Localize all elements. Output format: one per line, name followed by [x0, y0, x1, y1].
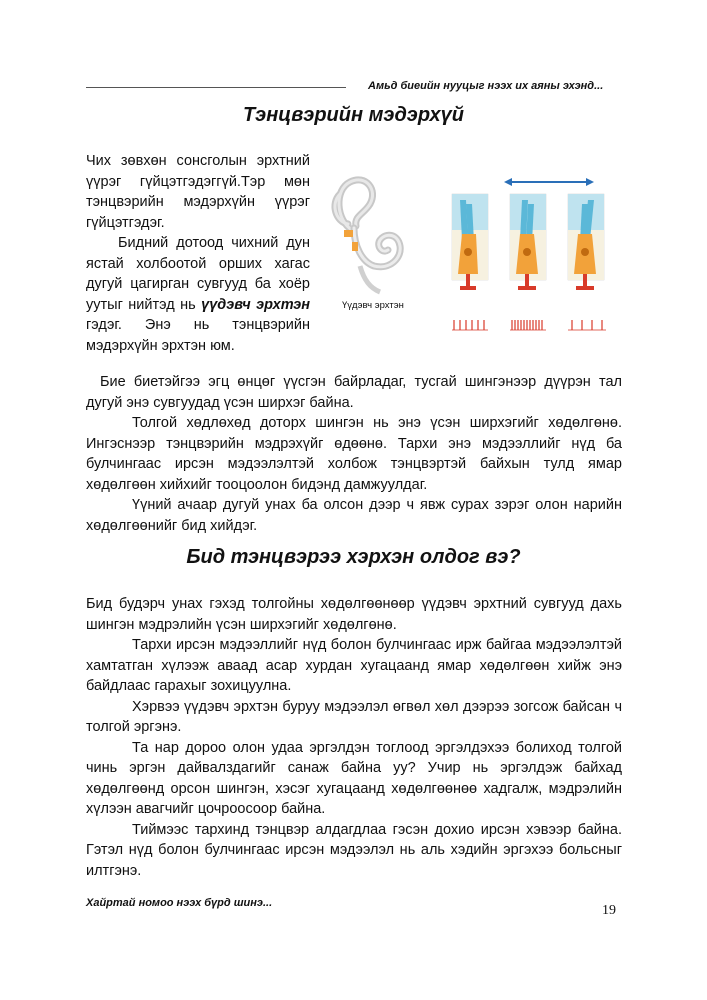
body-paragraph-1: Бие биетэйгээ эгц өнцөг үүсгэн байрладаг, тусгай шингэнээр дүүрэн тал дугуй энэ сувгуудад үсэн ширхэг байна. — [86, 374, 622, 411]
section-title-how: Бид тэнцвэрээ хэрхэн олдог вэ? — [186, 546, 521, 568]
footer-slogan: Хайртай номоо нээх бүрд шинэ... — [86, 897, 273, 909]
intro-paragraph-1: Чих зөвхөн сонсголын эрхтний үүрэг гүйцэтгэдэггүй.Тэр мөн тэнцвэрийн мэдэрхүйн үүрэг гүйцэтгэдэг. — [86, 153, 310, 231]
hair-cells-illustration — [448, 170, 613, 335]
how-paragraph-3: Хэрвээ үүдэвч эрхтэн буруу мэдээлэл өгвөл хөл дээрээ зогсож байсан ч толгой эргэнэ. — [86, 698, 622, 735]
body-paragraph-3: Үүний ачаар дугуй унах ба олсон дээр ч явж сурах зэрэг олон нарийн хөдөлгөөнийг бид хийдэг. — [86, 497, 622, 534]
intro-column — [86, 151, 310, 356]
vestibular-term: үүдэвч эрхтэн — [201, 296, 310, 313]
running-header: Амьд биеийн нууцыг нээх их аяны эхэнд... — [368, 80, 604, 92]
section1-body — [86, 372, 622, 536]
section2-body — [86, 594, 622, 881]
intro-paragraph-2-start: Бидний дотоод чихний дун ястай холбоотой орших хагас дугуй цагирган сувгууд ба хоёр уутыг нийтэд нь — [86, 235, 310, 313]
section-title-balance: Тэнцвэрийн мэдэрхүй — [242, 104, 465, 126]
intro-paragraph-2 — [86, 233, 310, 356]
body-paragraph-2: Толгой хөдлөхөд доторх шингэн нь энэ үсэн ширхэгийг хөдөлгөнө. Ингэснээр тэнцвэрийн мэдрэхүйг өдөөнө. Тархи энэ мэдээллийг нүд ба булчингаас ирсэн мэдээлэлтэй холбож тэнцвэртэй байхын тулд ямар хөдөлгөөн хийхийг тооцоолон бидэнд дамжуулдаг. — [86, 415, 622, 493]
how-paragraph-2: Тархи ирсэн мэдээллийг нүд болон булчингаас ирж байгаа мэдээлэлтэй хамтатган хүлээж аваад асар хурдан хугацаанд ямар хөдөлгөөн хийж энэ байдлаас гарахыг зохицуулна. — [86, 637, 622, 694]
page-number: 19 — [602, 903, 616, 918]
how-paragraph-5: Тиймээс тархинд тэнцвэр алдагдлаа гэсэн дохио ирсэн хэвээр байна. Гэтэл нүд болон булчингаас ирсэн мэдээлэл нь аль хэдийн эргэхээ больсныг илтгэнэ. — [86, 821, 622, 879]
figure-caption: Үүдэвч эрхтэн — [342, 300, 404, 311]
how-paragraph-4: Та нар дороо олон удаа эргэлдэн тоглоод эргэлдэхээ болиход толгой чинь эргэн дайвалздагийг санаж байна уу? Учир нь эргэлдэж байхад хөдөлгөөнд орсон шингэн, хэсэг хугацаанд хөдөлгөөнөө хадгалж, мэдрэлийн хүлээн авагчийг цочроосоор байна. — [86, 739, 622, 817]
header-rule — [86, 87, 346, 88]
inner-ear-illustration — [330, 170, 430, 298]
intro-paragraph-2-end: гэдэг. Энэ нь тэнцвэрийн мэдэрхүйн эрхтэн юм. — [86, 317, 310, 354]
how-paragraph-1: Бид будэрч унах гэхэд толгойны хөдөлгөөнөөр үүдэвч эрхтний сувгууд дахь шингэн мэдрэлийн үсэн ширхэгийг хөдөлгөнө. — [86, 596, 622, 633]
